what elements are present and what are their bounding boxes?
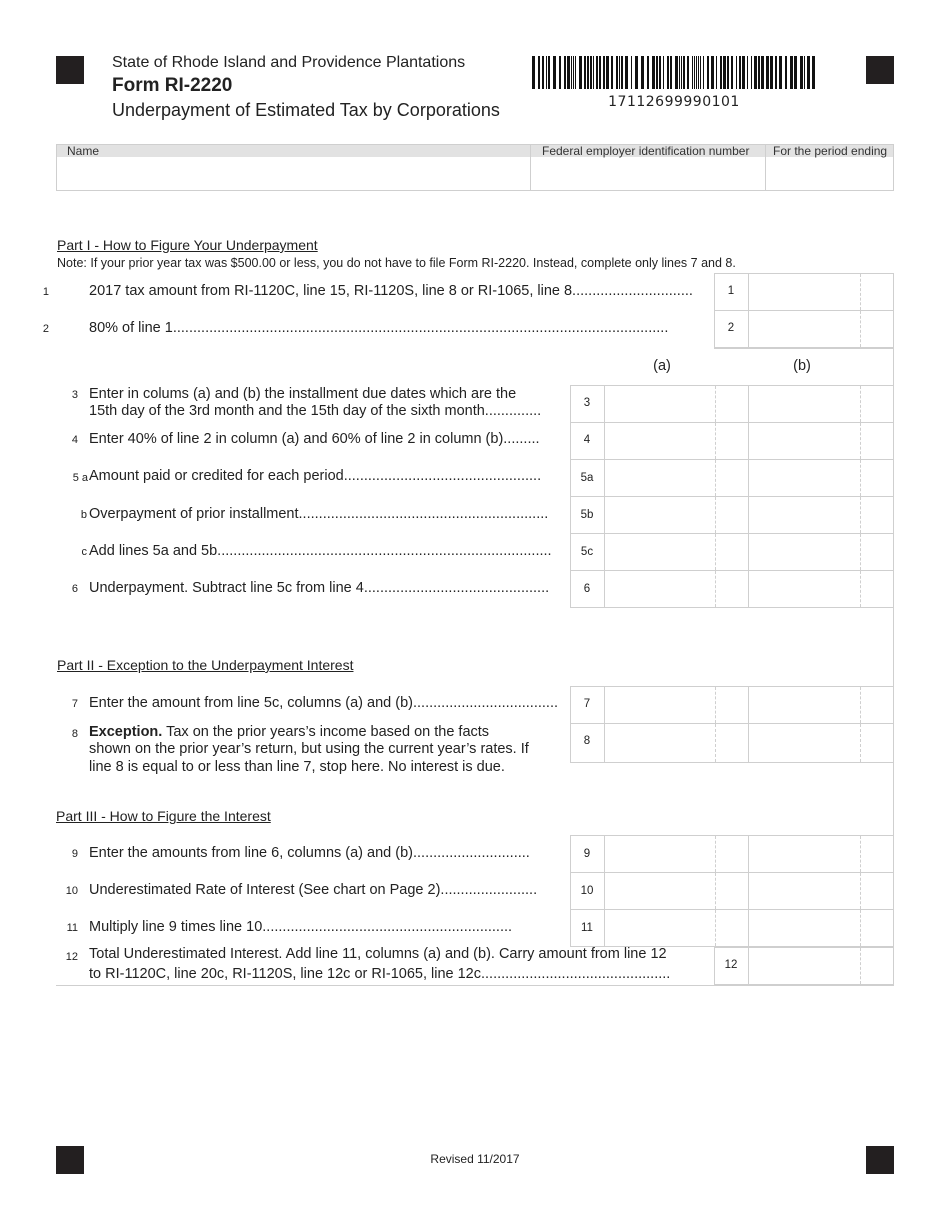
line5c-column-b-field[interactable] [749, 534, 893, 570]
name-label: Name [67, 144, 100, 158]
line2-number: 2 [42, 323, 49, 335]
line12-box-label: 12 [724, 959, 738, 971]
part2-title: Part II - Exception to the Underpayment Interest [57, 657, 354, 673]
line9-box-label: 9 [583, 848, 591, 860]
line12-text-1: Total Underestimated Interest. Add line 11, columns (a) and (b). Carry amount from line 12 [89, 946, 667, 962]
fein-label: Federal employer identification number [542, 144, 750, 158]
form-title: Form RI-2220 [112, 75, 233, 96]
line11-column-b-field[interactable] [749, 910, 893, 946]
line5b-column-a-field[interactable] [605, 497, 747, 533]
line3-column-b-field[interactable] [749, 386, 893, 422]
line11-box-label: 11 [581, 922, 593, 934]
line5c-text: Add lines 5a and 5b................................................................................... [89, 543, 552, 559]
line7-column-b-field[interactable] [749, 687, 893, 723]
line3-box-label: 3 [583, 397, 591, 409]
part1-note: Note: If your prior year tax was $500.00 or less, you do not have to file Form RI-2220. Instead, complete only lines 7 and 8. [57, 256, 736, 270]
line8-column-b-field[interactable] [749, 724, 893, 762]
line7-number: 7 [71, 698, 78, 710]
line5a-text: Amount paid or credited for each period................................................. [89, 468, 542, 484]
line5c-box-label: 5c [580, 546, 594, 558]
line7-text: Enter the amount from line 5c, columns (a) and (b).................................... [89, 695, 559, 711]
line8-text-2: shown on the prior year’s return, but using the current year’s rates. If [89, 741, 529, 757]
line7-box-label: 7 [583, 698, 591, 710]
line4-column-a-field[interactable] [605, 423, 747, 459]
bottom-rule [56, 985, 894, 986]
fein-field[interactable] [531, 158, 765, 190]
line7-column-a-field[interactable] [605, 687, 747, 723]
line8-box-label: 8 [583, 735, 591, 747]
line9-number: 9 [71, 848, 78, 860]
line4-number: 4 [71, 434, 78, 446]
line11-text: Multiply line 9 times line 10.............................................................. [89, 919, 513, 935]
line5a-column-a-field[interactable] [605, 460, 747, 496]
line5a-column-b-field[interactable] [749, 460, 893, 496]
line4-text: Enter 40% of line 2 in column (a) and 60% of line 2 in column (b)......... [89, 431, 540, 447]
line5b-box-label: 5b [580, 509, 594, 521]
line3-text-2: 15th day of the 3rd month and the 15th day of the sixth month.............. [89, 403, 542, 419]
line11-number: 11 [66, 922, 78, 934]
line8-text-3: line 8 is equal to or less than line 7, stop here. No interest is due. [89, 759, 505, 775]
line2-box-label: 2 [727, 322, 735, 334]
line2-amount-field[interactable] [749, 311, 893, 347]
part3-title: Part III - How to Figure the Interest [56, 808, 271, 824]
line10-column-b-field[interactable] [749, 873, 893, 909]
line10-text: Underestimated Rate of Interest (See chart on Page 2)........................ [89, 882, 538, 898]
line10-column-a-field[interactable] [605, 873, 747, 909]
exception-label: Exception. [89, 724, 163, 740]
barcode-image [532, 56, 816, 89]
line11-column-a-field[interactable] [605, 910, 747, 946]
line5c-column-a-field[interactable] [605, 534, 747, 570]
line3-text-1: Enter in colums (a) and (b) the installment due dates which are the [89, 386, 517, 402]
line9-column-b-field[interactable] [749, 836, 893, 872]
line10-number: 10 [65, 885, 78, 897]
column-b-header: (b) [793, 358, 811, 374]
line6-box-label: 6 [583, 583, 591, 595]
line8-number: 8 [71, 728, 78, 740]
line5b-column-b-field[interactable] [749, 497, 893, 533]
barcode-number: 17112699990101 [608, 94, 740, 110]
line4-column-b-field[interactable] [749, 423, 893, 459]
state-name: State of Rhode Island and Providence Plantations [112, 54, 466, 71]
line5a-number: 5 a [72, 472, 88, 484]
line2-text: 80% of line 1........................................................................................................................... [89, 320, 669, 336]
period-label: For the period ending [773, 144, 888, 158]
line6-number: 6 [71, 583, 78, 595]
line3-number: 3 [71, 389, 78, 401]
registration-mark-top-left [56, 56, 84, 84]
line5c-number: c [81, 546, 87, 558]
period-ending-field[interactable] [766, 158, 893, 190]
line8-text-1 [89, 724, 569, 741]
taxpayer-label-bar [57, 145, 893, 157]
line1-number: 1 [42, 286, 49, 298]
line3-column-a-field[interactable] [605, 386, 747, 422]
line12-number: 12 [65, 951, 78, 963]
line5a-box-label: 5a [580, 472, 594, 484]
line1-box-label: 1 [727, 285, 735, 297]
registration-mark-top-right [866, 56, 894, 84]
line9-column-a-field[interactable] [605, 836, 747, 872]
line8-text-1a: Tax on the prior years’s income based on the facts [162, 724, 490, 740]
column-a-header: (a) [653, 358, 671, 374]
form-subtitle: Underpayment of Estimated Tax by Corporations [112, 100, 500, 120]
line6-column-b-field[interactable] [749, 571, 893, 607]
line4-box-label: 4 [583, 434, 591, 446]
part1-title: Part I - How to Figure Your Underpayment [57, 237, 318, 253]
line8-column-a-field[interactable] [605, 724, 747, 762]
line12-amount-field[interactable] [749, 948, 893, 984]
line5b-text: Overpayment of prior installment.............................................................. [89, 506, 549, 522]
line1-amount-field[interactable] [749, 274, 893, 310]
line1-text: 2017 tax amount from RI-1120C, line 15, RI-1120S, line 8 or RI-1065, line 8.............................. [89, 283, 693, 299]
line6-column-a-field[interactable] [605, 571, 747, 607]
line6-text: Underpayment. Subtract line 5c from line 4.............................................. [89, 580, 550, 596]
revision-date: Revised 11/2017 [430, 1152, 520, 1166]
line5b-number: b [80, 509, 87, 521]
line10-box-label: 10 [580, 885, 594, 897]
name-field[interactable] [57, 158, 530, 190]
line9-text: Enter the amounts from line 6, columns (a) and (b)............................. [89, 845, 530, 861]
line12-text-2: to RI-1120C, line 20c, RI-1120S, line 12c or RI-1065, line 12c............................................... [89, 966, 671, 982]
